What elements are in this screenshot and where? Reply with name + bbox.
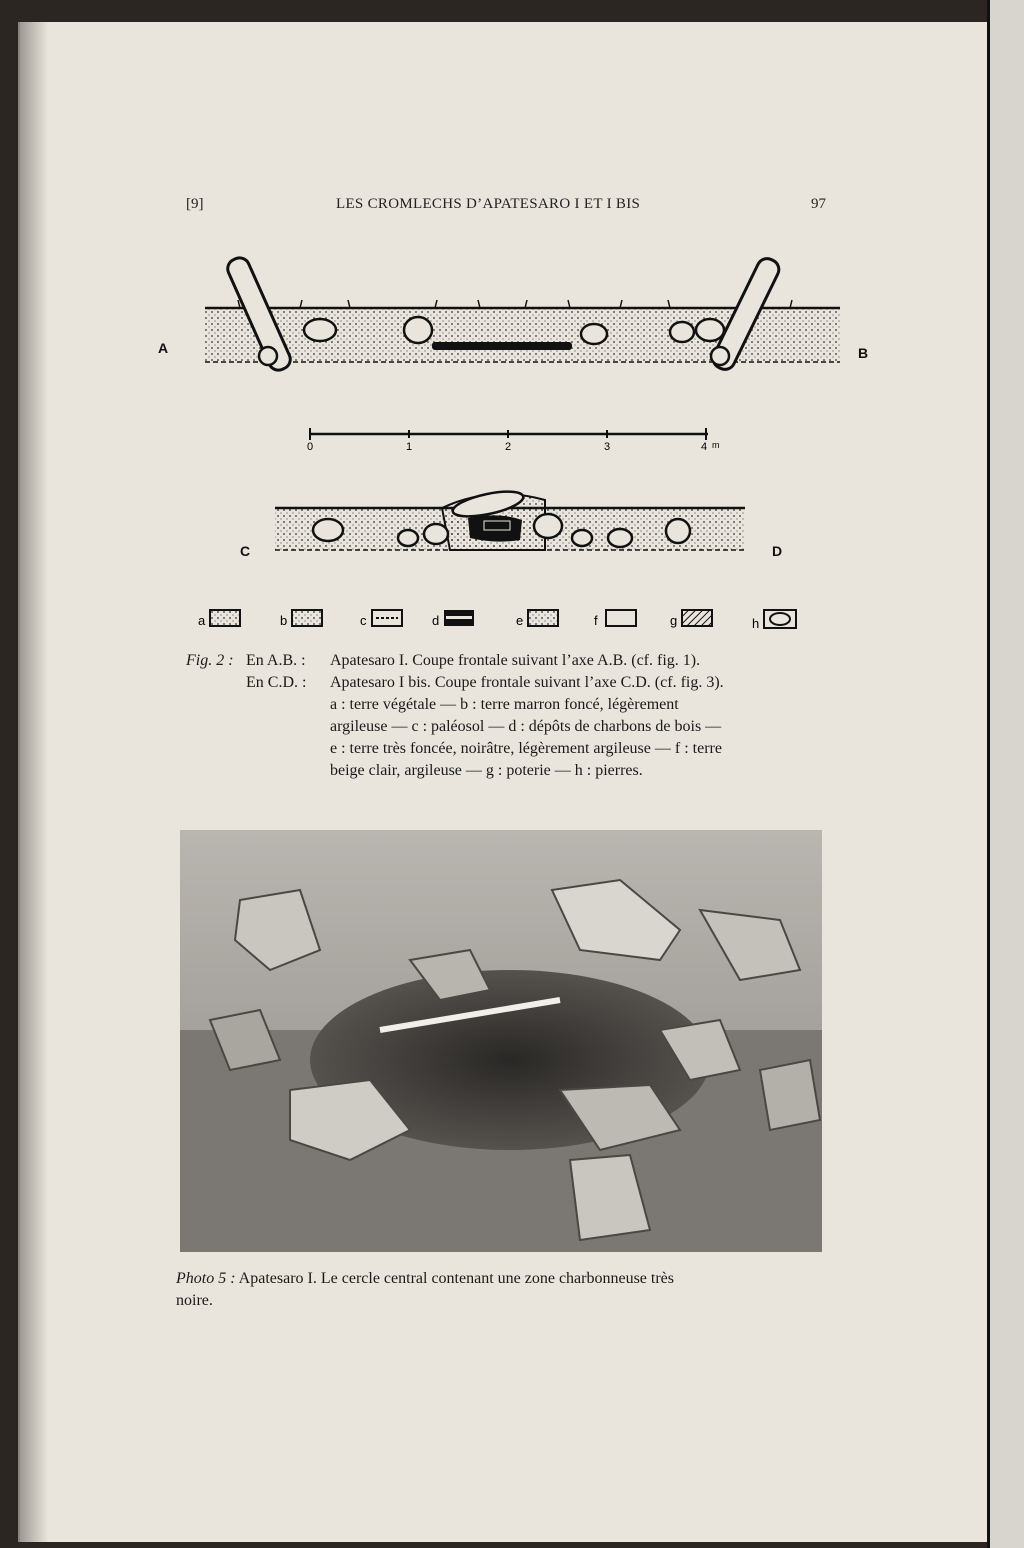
legend-letter-a: a	[198, 613, 206, 628]
legend	[198, 610, 796, 631]
fig-caption-cd-text: Apatesaro I bis. Coupe frontale suivant l’axe C.D. (cf. fig. 3).	[330, 674, 724, 691]
legend-letter-c: c	[360, 613, 367, 628]
photo-caption-text2: noire.	[176, 1292, 213, 1309]
photo-image	[180, 830, 822, 1252]
scale-tick-3: 3	[604, 441, 611, 453]
section-drawing	[150, 250, 870, 640]
fig-caption-label: Fig. 2 :	[186, 652, 234, 669]
legend-letter-h: h	[752, 616, 760, 631]
section-ab	[158, 255, 868, 374]
scale-tick-4: 4	[701, 441, 708, 453]
fig-caption-ab-key: En A.B. :	[246, 652, 306, 669]
photo-caption-label: Photo 5 :	[176, 1270, 236, 1287]
legend-letter-b: b	[280, 613, 288, 628]
fig-caption-legend-2: argileuse — c : paléosol — d : dépôts de charbons de bois —	[330, 718, 722, 735]
scale-tick-2: 2	[505, 441, 512, 453]
scale-unit: m	[712, 440, 720, 450]
scale-bar	[307, 428, 720, 453]
photo-caption-text: Apatesaro I. Le cercle central contenant une zone charbonneuse très	[238, 1270, 674, 1287]
legend-letter-d: d	[432, 613, 440, 628]
page-number: 97	[811, 196, 826, 212]
page-ref: [9]	[186, 196, 204, 212]
label-d: D	[772, 543, 783, 559]
scale-tick-0: 0	[307, 441, 314, 453]
legend-letter-e: e	[516, 613, 524, 628]
section-cd	[240, 487, 782, 559]
fig-caption-legend-4: beige clair, argileuse — g : poterie — h : pierres.	[330, 762, 643, 779]
photo-excavation	[180, 830, 822, 1252]
legend-letter-g: g	[670, 613, 678, 628]
fig-caption-cd-key: En C.D. :	[246, 674, 307, 691]
photo-caption	[176, 1268, 824, 1312]
binding-shadow	[18, 22, 48, 1542]
label-a: A	[158, 340, 169, 356]
label-c: C	[240, 543, 251, 559]
running-title: LES CROMLECHS D’APATESARO I ET I BIS	[336, 196, 641, 212]
fig-caption-legend-1: a : terre végétale — b : terre marron foncé, légèrement	[330, 696, 679, 713]
page-edge	[987, 0, 1024, 1548]
fig-caption-ab-text: Apatesaro I. Coupe frontale suivant l’axe A.B. (cf. fig. 1).	[330, 652, 701, 669]
fig-caption-legend-3: e : terre très foncée, noirâtre, légèrement argileuse — f : terre	[330, 740, 722, 757]
legend-letter-f: f	[594, 613, 598, 628]
label-b: B	[858, 345, 869, 361]
scale-tick-1: 1	[406, 441, 413, 453]
